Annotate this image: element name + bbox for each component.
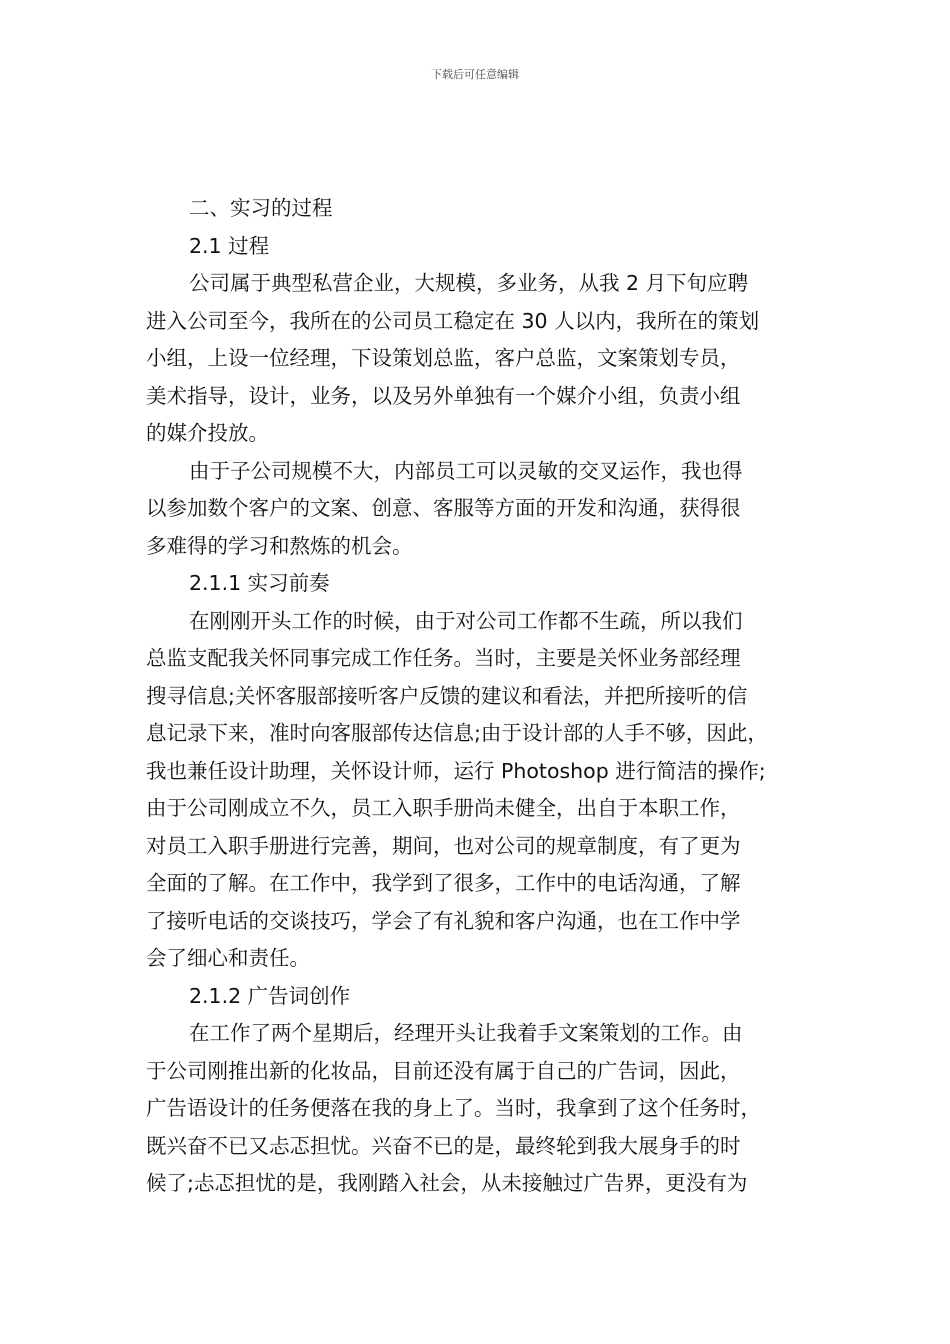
paragraph-line: 多难得的学习和熬炼的机会。 — [146, 533, 413, 558]
paragraph-line: 搜寻信息;关怀客服部接听客户反馈的建议和看法，并把所接听的信 — [146, 683, 748, 708]
paragraph-line: 全面的了解。在工作中，我学到了很多，工作中的电话沟通，了解 — [146, 871, 741, 895]
paragraph-line: 总监支配我关怀同事完成工作任务。当时，主要是关怀业务部经理 — [146, 646, 741, 670]
paragraph-line: 广告语设计的任务便落在我的身上了。当时，我拿到了这个任务时， — [146, 1096, 761, 1120]
subsection-heading: 2.1.1 实习前奏 — [189, 571, 330, 595]
paragraph-line: 进入公司至今，我所在的公司员工稳定在 30 人以内，我所在的策划 — [146, 308, 760, 333]
page-header: 下载后可任意编辑 — [431, 68, 519, 81]
paragraph-line: 对员工入职手册进行完善，期间，也对公司的规章制度，有了更为 — [146, 833, 741, 858]
section-heading: 二、实习的过程 — [189, 196, 333, 220]
paragraph-line: 既兴奋不已又忐忑担忧。兴奋不已的是，最终轮到我大展身手的时 — [146, 1133, 741, 1158]
paragraph-line: 美术指导，设计，业务，以及另外单独有一个媒介小组，负责小组 — [146, 383, 741, 408]
paragraph-line: 公司属于典型私营企业，大规模，多业务，从我 2 月下旬应聘 — [189, 271, 749, 295]
paragraph-line: 会了细心和责任。 — [146, 946, 310, 970]
paragraph-line: 了接听电话的交谈技巧，学会了有礼貌和客户沟通，也在工作中学 — [146, 908, 741, 933]
paragraph-line: 候了;忐忑担忧的是，我刚踏入社会，从未接触过广告界，更没有为 — [146, 1171, 748, 1195]
subsection-heading: 2.1.2 广告词创作 — [189, 983, 351, 1008]
subsection-heading: 2.1 过程 — [189, 233, 270, 258]
paragraph-line: 由于子公司规模不大，内部员工可以灵敏的交叉运作，我也得 — [189, 458, 743, 483]
document-body — [146, 190, 814, 1203]
paragraph-line: 的媒介投放。 — [146, 421, 269, 445]
paragraph-line: 于公司刚推出新的化妆品，目前还没有属于自己的广告词，因此， — [146, 1058, 741, 1083]
paragraph-line: 在刚刚开头工作的时候，由于对公司工作都不生疏，所以我们 — [189, 608, 743, 633]
paragraph-line: 由于公司刚成立不久，员工入职手册尚未健全，出自于本职工作， — [146, 796, 741, 820]
paragraph-line: 息记录下来，准时向客服部传达信息;由于设计部的人手不够，因此， — [146, 721, 768, 745]
paragraph-line: 我也兼任设计助理，关怀设计师，运行 Photoshop 进行简洁的操作; — [146, 758, 766, 783]
paragraph-line: 以参加数个客户的文案、创意、客服等方面的开发和沟通，获得很 — [146, 496, 741, 520]
paragraph-line: 小组，上设一位经理，下设策划总监，客户总监，文案策划专员， — [146, 346, 741, 370]
paragraph-line: 在工作了两个星期后，经理开头让我着手文案策划的工作。由 — [189, 1021, 743, 1045]
